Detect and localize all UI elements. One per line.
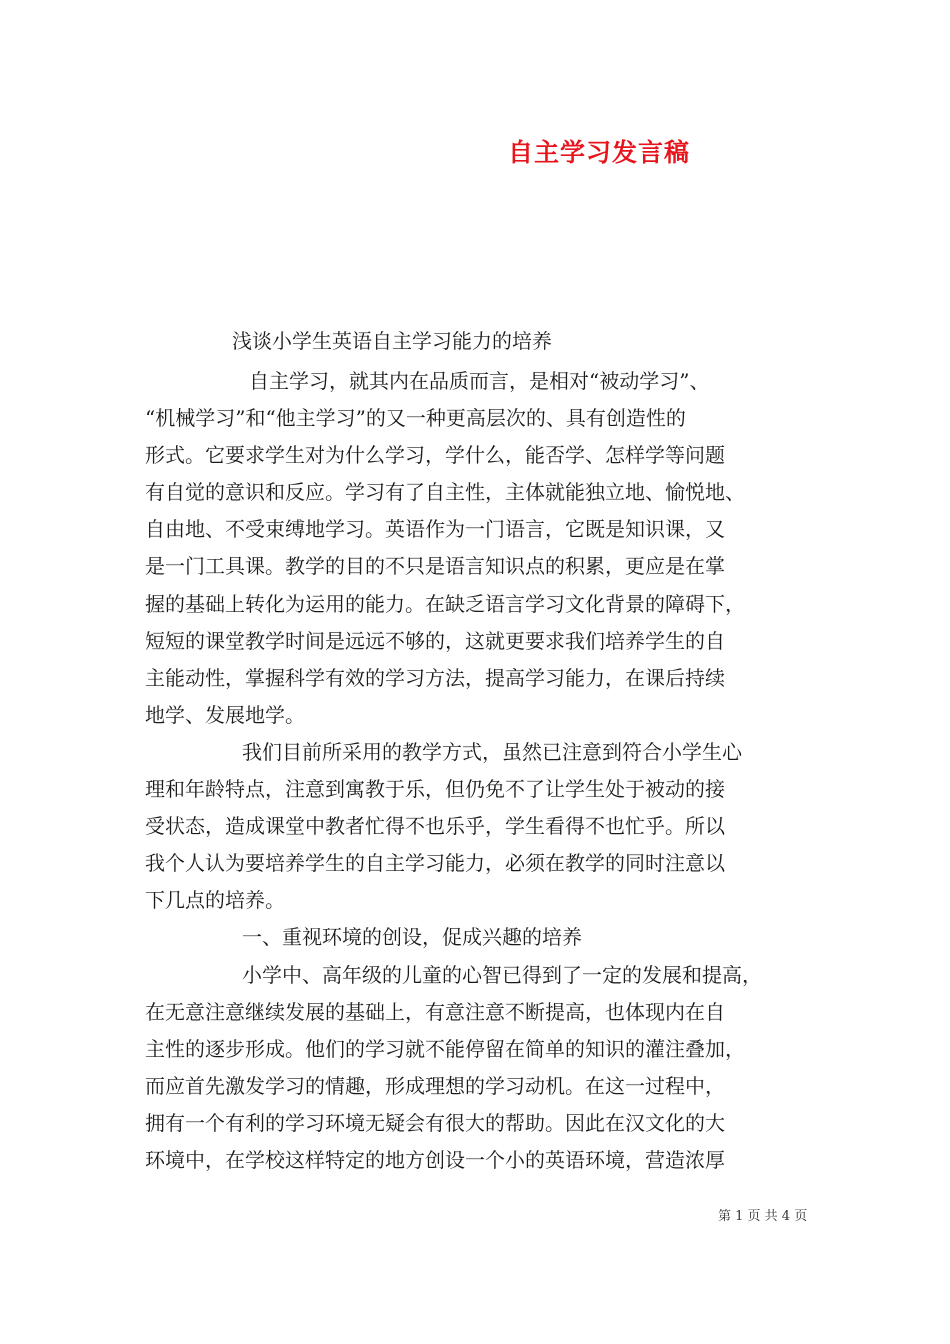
text-line: 环境中，在学校这样特定的地方创设一个小的英语环境，营造浓厚 [145,1147,725,1172]
text-line: 主性的逐步形成。他们的学习就不能停留在简单的知识的灌注叠加， [145,1036,745,1061]
text-line: 形式。它要求学生对为什么学习，学什么，能否学、怎样学等问题 [145,443,725,468]
body-text [145,363,810,1179]
text-line: 受状态，造成课堂中教者忙得不也乐乎，学生看得不也忙乎。所以 [145,814,725,839]
text-line: 我们目前所采用的教学方式，虽然已注意到符合小学生心 [242,739,742,764]
text-line: 而应首先激发学习的情趣，形成理想的学习动机。在这一过程中， [145,1073,725,1098]
section-heading: 一、重视环境的创设，促成兴趣的培养 [242,925,582,950]
text-line: 我个人认为要培养学生的自主学习能力，必须在教学的同时注意以 [145,851,725,876]
text-line: 小学中、高年级的儿童的心智已得到了一定的发展和提高， [242,962,762,987]
text-line: 是一门工具课。教学的目的不只是语言知识点的积累，更应是在掌 [145,554,725,579]
document-title: 自主学习发言稿 [508,138,691,167]
text-line: 主能动性，掌握科学有效的学习方法，提高学习能力，在课后持续 [145,665,725,690]
text-line: 有自觉的意识和反应。学习有了自主性，主体就能独立地、愉悦地、 [145,480,745,505]
text-line: 下几点的培养。 [145,888,285,913]
text-line: 自主学习，就其内在品质而言，是相对“被动学习”、 [249,369,710,393]
text-line: 短短的课堂教学时间是远远不够的，这就更要求我们培养学生的自 [145,628,725,653]
text-line: 握的基础上转化为运用的能力。在缺乏语言学习文化背景的障碍下， [145,591,745,616]
article-subtitle: 浅谈小学生英语自主学习能力的培养 [232,329,552,353]
text-line: 地学、发展地学。 [145,702,305,727]
text-line: 在无意注意继续发展的基础上，有意注意不断提高，也体现内在自 [145,999,725,1024]
text-line: “机械学习”和“他主学习”的又一种更高层次的、具有创造性的 [145,406,686,431]
text-line: 理和年龄特点，注意到寓教于乐，但仍免不了让学生处于被动的接 [145,777,725,802]
page-number-footer: 第 1 页 共 4 页 [718,1209,808,1224]
text-line: 拥有一个有利的学习环境无疑会有很大的帮助。因此在汉文化的大 [145,1110,725,1135]
text-line: 自由地、不受束缚地学习。英语作为一门语言，它既是知识课，又 [145,517,725,542]
